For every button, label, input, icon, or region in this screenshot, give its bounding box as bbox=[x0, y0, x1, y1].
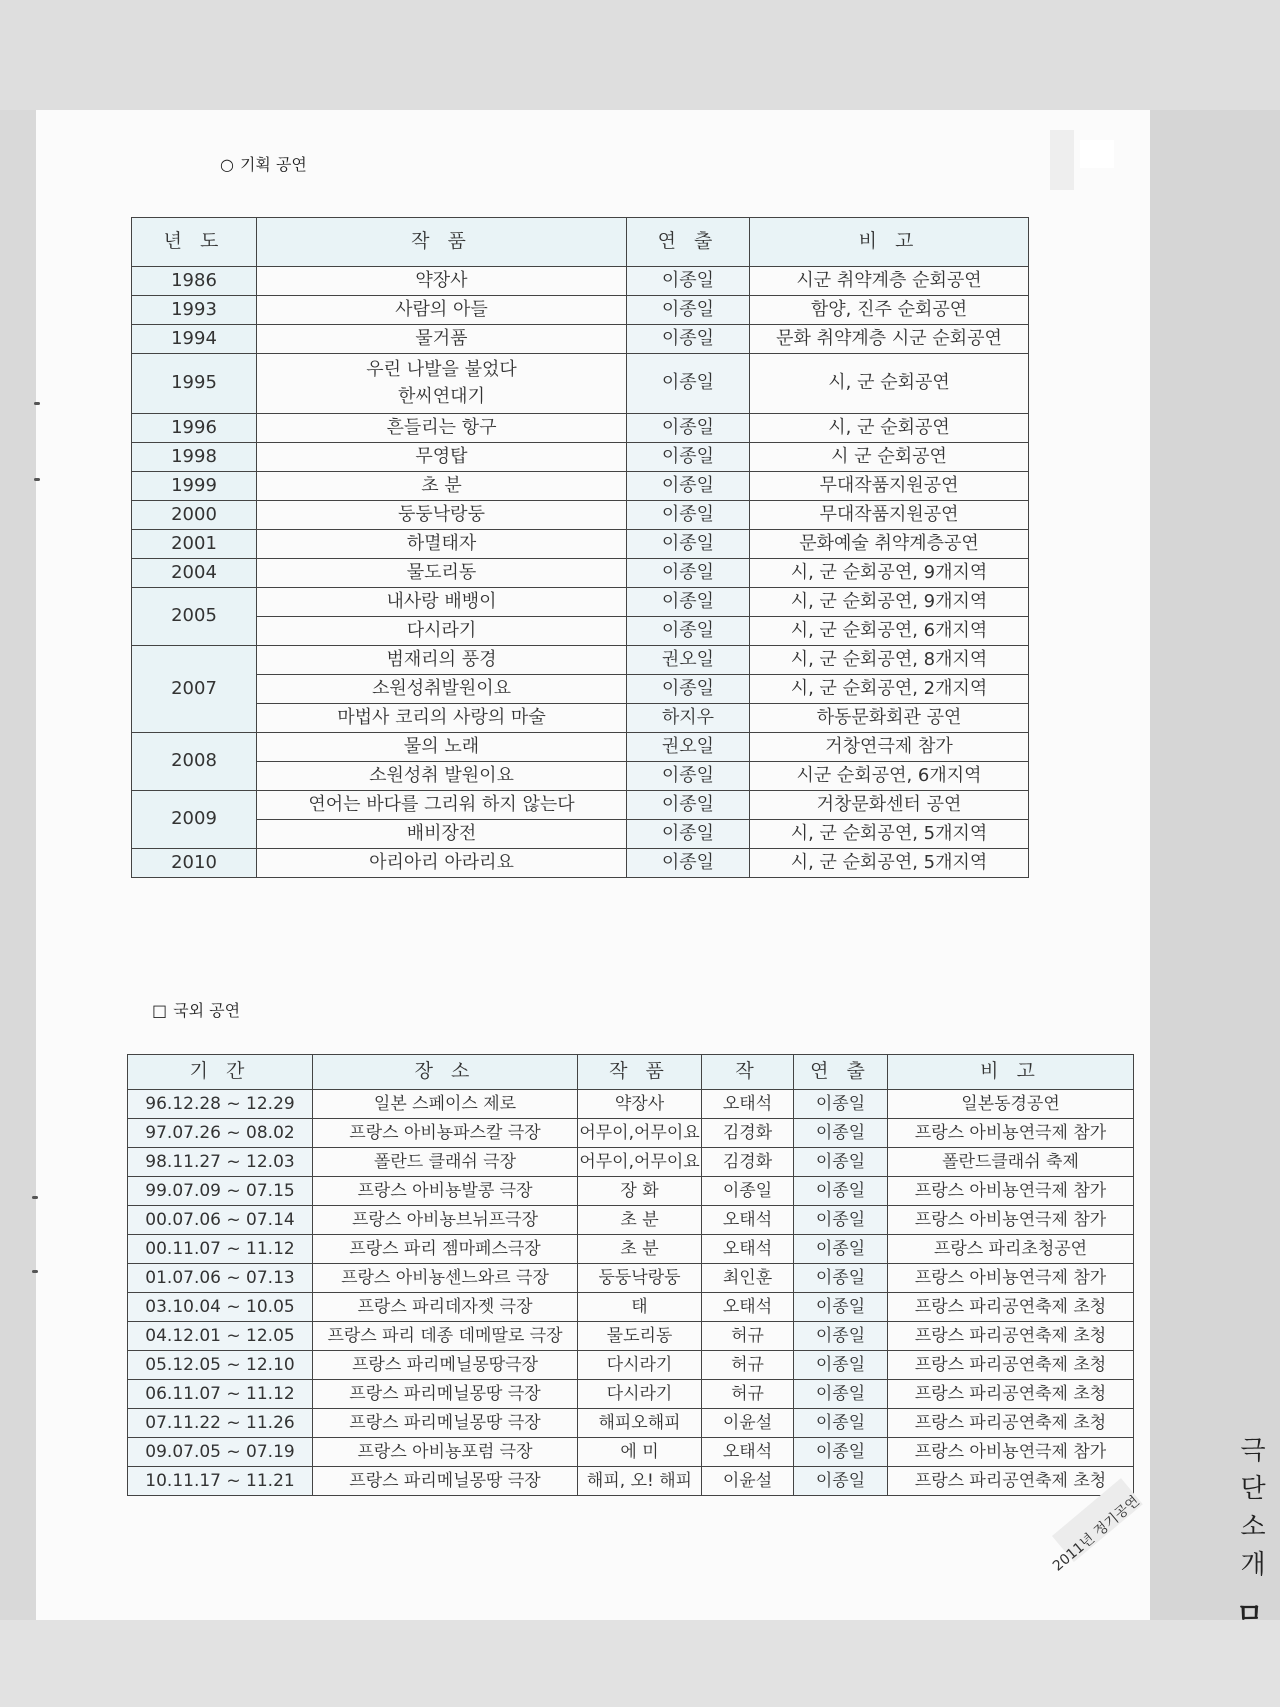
note-cell: 하동문화회관 공연 bbox=[750, 704, 1029, 733]
work-cell: 물거품 bbox=[257, 325, 627, 354]
work-cell: 약장사 bbox=[257, 267, 627, 296]
director-cell: 이종일 bbox=[627, 443, 750, 472]
table-row bbox=[132, 325, 1029, 354]
director-cell: 이종일 bbox=[627, 472, 750, 501]
director-cell: 이종일 bbox=[627, 820, 750, 849]
writer-cell: 허규 bbox=[702, 1351, 794, 1380]
director-cell: 이종일 bbox=[794, 1090, 888, 1119]
venue-cell: 프랑스 아비뇽센느와르 극장 bbox=[313, 1264, 578, 1293]
period-cell: 09.07.05 ~ 07.19 bbox=[128, 1438, 313, 1467]
note-cell: 거창연극제 참가 bbox=[750, 733, 1029, 762]
header-work: 작 품 bbox=[257, 218, 627, 267]
year-cell: 2010 bbox=[132, 849, 257, 878]
note-cell: 프랑스 파리공연축제 초청 bbox=[888, 1467, 1134, 1496]
table-row bbox=[132, 820, 1029, 849]
note-cell: 문화 취약계층 시군 순회공연 bbox=[750, 325, 1029, 354]
section-title-overseas bbox=[152, 998, 240, 1021]
venue-cell: 프랑스 파리 데종 데메딸로 극장 bbox=[313, 1322, 578, 1351]
director-cell: 이종일 bbox=[627, 501, 750, 530]
period-cell: 04.12.01 ~ 12.05 bbox=[128, 1322, 313, 1351]
note-cell: 시, 군 순회공연, 8개지역 bbox=[750, 646, 1029, 675]
header-director: 연 출 bbox=[794, 1055, 888, 1090]
table-header-row bbox=[128, 1055, 1134, 1090]
side-section-label bbox=[1238, 1432, 1268, 1584]
director-cell: 이종일 bbox=[794, 1322, 888, 1351]
venue-cell: 프랑스 파리 젬마페스극장 bbox=[313, 1235, 578, 1264]
table-row bbox=[128, 1467, 1134, 1496]
page-edge-tab bbox=[1080, 140, 1114, 168]
table-row bbox=[128, 1177, 1134, 1206]
note-cell: 시, 군 순회공연 bbox=[750, 414, 1029, 443]
note-cell: 프랑스 파리공연축제 초청 bbox=[888, 1409, 1134, 1438]
header-note: 비 고 bbox=[888, 1055, 1134, 1090]
director-cell: 이종일 bbox=[627, 588, 750, 617]
note-cell: 프랑스 파리공연축제 초청 bbox=[888, 1322, 1134, 1351]
table-row bbox=[132, 501, 1029, 530]
year-cell: 2004 bbox=[132, 559, 257, 588]
year-cell: 2000 bbox=[132, 501, 257, 530]
writer-cell: 허규 bbox=[702, 1322, 794, 1351]
period-cell: 00.07.06 ~ 07.14 bbox=[128, 1206, 313, 1235]
table-row bbox=[132, 443, 1029, 472]
work-cell: 무영탑 bbox=[257, 443, 627, 472]
venue-cell: 프랑스 파리메닐몽땅극장 bbox=[313, 1351, 578, 1380]
director-cell: 이종일 bbox=[794, 1148, 888, 1177]
work-cell: 어무이,어무이요 bbox=[578, 1119, 702, 1148]
note-cell: 시 군 순회공연 bbox=[750, 443, 1029, 472]
writer-cell: 오태석 bbox=[702, 1293, 794, 1322]
year-cell: 1999 bbox=[132, 472, 257, 501]
table-row bbox=[132, 588, 1029, 617]
header-writer: 작 bbox=[702, 1055, 794, 1090]
table-row bbox=[132, 791, 1029, 820]
work-cell: 내사랑 배뱅이 bbox=[257, 588, 627, 617]
note-cell: 거창문화센터 공연 bbox=[750, 791, 1029, 820]
work-cell: 아리아리 아라리요 bbox=[257, 849, 627, 878]
table-row bbox=[132, 646, 1029, 675]
table-row bbox=[128, 1351, 1134, 1380]
venue-cell: 프랑스 파리메닐몽땅 극장 bbox=[313, 1409, 578, 1438]
note-cell: 시, 군 순회공연, 9개지역 bbox=[750, 559, 1029, 588]
note-cell: 폴란드클래쉬 축제 bbox=[888, 1148, 1134, 1177]
header-period: 기 간 bbox=[128, 1055, 313, 1090]
director-cell: 이종일 bbox=[794, 1264, 888, 1293]
period-cell: 03.10.04 ~ 10.05 bbox=[128, 1293, 313, 1322]
director-cell: 이종일 bbox=[794, 1380, 888, 1409]
work-cell: 둥둥낙랑둥 bbox=[257, 501, 627, 530]
work-cell: 사람의 아들 bbox=[257, 296, 627, 325]
work-cell: 장 화 bbox=[578, 1177, 702, 1206]
director-cell: 이종일 bbox=[627, 325, 750, 354]
table-row bbox=[132, 762, 1029, 791]
table-row bbox=[128, 1409, 1134, 1438]
work-cell bbox=[257, 354, 627, 414]
scan-top-margin bbox=[0, 0, 1280, 110]
work-cell: 다시라기 bbox=[257, 617, 627, 646]
note-cell: 프랑스 아비뇽연극제 참가 bbox=[888, 1206, 1134, 1235]
table-row bbox=[128, 1322, 1134, 1351]
note-cell: 무대작품지원공연 bbox=[750, 501, 1029, 530]
table-row bbox=[132, 849, 1029, 878]
work-cell: 흔들리는 항구 bbox=[257, 414, 627, 443]
work-cell: 초 분 bbox=[578, 1235, 702, 1264]
table-row bbox=[132, 267, 1029, 296]
table-row bbox=[128, 1090, 1134, 1119]
work-cell: 다시라기 bbox=[578, 1351, 702, 1380]
binding-hole-mark bbox=[34, 402, 40, 405]
year-cell: 2007 bbox=[132, 646, 257, 733]
year-cell: 1998 bbox=[132, 443, 257, 472]
work-cell: 해피, 오! 해피 bbox=[578, 1467, 702, 1496]
period-cell: 10.11.17 ~ 11.21 bbox=[128, 1467, 313, 1496]
director-cell: 이종일 bbox=[627, 414, 750, 443]
director-cell: 이종일 bbox=[794, 1119, 888, 1148]
table-row bbox=[128, 1438, 1134, 1467]
director-cell: 권오일 bbox=[627, 733, 750, 762]
director-cell: 이종일 bbox=[627, 849, 750, 878]
year-cell: 1996 bbox=[132, 414, 257, 443]
year-cell: 2001 bbox=[132, 530, 257, 559]
table-row bbox=[132, 414, 1029, 443]
header-note: 비 고 bbox=[750, 218, 1029, 267]
writer-cell: 이종일 bbox=[702, 1177, 794, 1206]
note-cell: 시, 군 순회공연, 6개지역 bbox=[750, 617, 1029, 646]
writer-cell: 이윤설 bbox=[702, 1409, 794, 1438]
header-year: 년 도 bbox=[132, 218, 257, 267]
planned-performances-table bbox=[131, 217, 1029, 878]
work-cell: 해피오해피 bbox=[578, 1409, 702, 1438]
note-cell: 프랑스 파리공연축제 초청 bbox=[888, 1351, 1134, 1380]
note-cell: 함양, 진주 순회공연 bbox=[750, 296, 1029, 325]
director-cell: 이종일 bbox=[794, 1177, 888, 1206]
table-row bbox=[128, 1119, 1134, 1148]
director-cell: 권오일 bbox=[627, 646, 750, 675]
note-cell: 프랑스 아비뇽연극제 참가 bbox=[888, 1119, 1134, 1148]
venue-cell: 프랑스 아비뇽포럼 극장 bbox=[313, 1438, 578, 1467]
table-row bbox=[132, 675, 1029, 704]
venue-cell: 프랑스 아비뇽브뉘프극장 bbox=[313, 1206, 578, 1235]
director-cell: 이종일 bbox=[794, 1409, 888, 1438]
director-cell: 이종일 bbox=[627, 762, 750, 791]
work-cell: 하멸태자 bbox=[257, 530, 627, 559]
director-cell: 이종일 bbox=[794, 1206, 888, 1235]
director-cell: 이종일 bbox=[794, 1351, 888, 1380]
work-cell: 다시라기 bbox=[578, 1380, 702, 1409]
venue-cell: 프랑스 아비뇽파스칼 극장 bbox=[313, 1119, 578, 1148]
writer-cell: 허규 bbox=[702, 1380, 794, 1409]
scan-bottom-margin bbox=[0, 1620, 1280, 1707]
year-cell: 1995 bbox=[132, 354, 257, 414]
work-cell: 초 분 bbox=[578, 1206, 702, 1235]
header-work: 작 품 bbox=[578, 1055, 702, 1090]
note-cell: 프랑스 파리공연축제 초청 bbox=[888, 1380, 1134, 1409]
note-cell: 시, 군 순회공연, 2개지역 bbox=[750, 675, 1029, 704]
director-cell: 이종일 bbox=[794, 1467, 888, 1496]
work-cell: 둥둥낙랑둥 bbox=[578, 1264, 702, 1293]
section-title-text: 국외 공연 bbox=[173, 1001, 241, 1020]
director-cell: 이종일 bbox=[627, 617, 750, 646]
writer-cell: 최인훈 bbox=[702, 1264, 794, 1293]
note-cell: 시, 군 순회공연, 5개지역 bbox=[750, 849, 1029, 878]
writer-cell: 오태석 bbox=[702, 1235, 794, 1264]
period-cell: 06.11.07 ~ 11.12 bbox=[128, 1380, 313, 1409]
work-cell: 물도리동 bbox=[257, 559, 627, 588]
note-cell: 문화예술 취약계층공연 bbox=[750, 530, 1029, 559]
corner-label: 2011년 정기공연 bbox=[1049, 1493, 1143, 1575]
director-cell: 이종일 bbox=[627, 530, 750, 559]
director-cell: 이종일 bbox=[794, 1235, 888, 1264]
work-cell: 태 bbox=[578, 1293, 702, 1322]
work-cell: 에 미 bbox=[578, 1438, 702, 1467]
note-cell: 프랑스 아비뇽연극제 참가 bbox=[888, 1438, 1134, 1467]
director-cell: 이종일 bbox=[794, 1293, 888, 1322]
director-cell: 이종일 bbox=[627, 267, 750, 296]
table-header-row bbox=[132, 218, 1029, 267]
note-cell: 시, 군 순회공연, 5개지역 bbox=[750, 820, 1029, 849]
note-cell: 프랑스 아비뇽연극제 참가 bbox=[888, 1264, 1134, 1293]
binding-hole-mark bbox=[32, 1196, 38, 1199]
binding-hole-mark bbox=[32, 1270, 38, 1273]
table-row bbox=[128, 1264, 1134, 1293]
table-row bbox=[132, 733, 1029, 762]
venue-cell: 프랑스 파리메닐몽땅 극장 bbox=[313, 1380, 578, 1409]
work-cell: 범재리의 풍경 bbox=[257, 646, 627, 675]
work-cell: 연어는 바다를 그리워 하지 않는다 bbox=[257, 791, 627, 820]
venue-cell: 일본 스페이스 제로 bbox=[313, 1090, 578, 1119]
venue-cell: 프랑스 파리데자젯 극장 bbox=[313, 1293, 578, 1322]
writer-cell: 오태석 bbox=[702, 1438, 794, 1467]
header-venue: 장 소 bbox=[313, 1055, 578, 1090]
period-cell: 05.12.05 ~ 12.10 bbox=[128, 1351, 313, 1380]
note-cell: 시, 군 순회공연 bbox=[750, 354, 1029, 414]
period-cell: 96.12.28 ~ 12.29 bbox=[128, 1090, 313, 1119]
section-title-planned bbox=[220, 152, 307, 175]
year-cell: 1986 bbox=[132, 267, 257, 296]
writer-cell: 김경화 bbox=[702, 1148, 794, 1177]
director-cell: 이종일 bbox=[627, 296, 750, 325]
table-row bbox=[132, 296, 1029, 325]
year-cell: 1993 bbox=[132, 296, 257, 325]
table-row bbox=[132, 530, 1029, 559]
writer-cell: 오태석 bbox=[702, 1206, 794, 1235]
overseas-performances-table bbox=[127, 1054, 1134, 1496]
note-cell: 무대작품지원공연 bbox=[750, 472, 1029, 501]
work-line: 우린 나발을 불었다 bbox=[366, 359, 517, 381]
table-row bbox=[128, 1380, 1134, 1409]
side-char: 극 bbox=[1240, 1436, 1266, 1466]
table-row bbox=[132, 472, 1029, 501]
venue-cell: 폴란드 클래쉬 극장 bbox=[313, 1148, 578, 1177]
square-bullet-icon: □ bbox=[152, 1001, 168, 1020]
table-row bbox=[132, 354, 1029, 414]
work-cell: 물의 노래 bbox=[257, 733, 627, 762]
table-row bbox=[128, 1293, 1134, 1322]
note-cell: 시군 순회공연, 6개지역 bbox=[750, 762, 1029, 791]
note-cell: 프랑스 파리초청공연 bbox=[888, 1235, 1134, 1264]
venue-cell: 프랑스 파리메닐몽땅 극장 bbox=[313, 1467, 578, 1496]
director-cell: 이종일 bbox=[627, 559, 750, 588]
year-cell: 2005 bbox=[132, 588, 257, 646]
director-cell: 이종일 bbox=[627, 791, 750, 820]
table-row bbox=[128, 1148, 1134, 1177]
director-cell: 이종일 bbox=[794, 1438, 888, 1467]
note-cell: 프랑스 파리공연축제 초청 bbox=[888, 1293, 1134, 1322]
table-row bbox=[128, 1206, 1134, 1235]
year-cell: 2009 bbox=[132, 791, 257, 849]
note-cell: 프랑스 아비뇽연극제 참가 bbox=[888, 1177, 1134, 1206]
side-char: 소 bbox=[1240, 1512, 1266, 1542]
section-title-text: 기획 공연 bbox=[239, 155, 307, 174]
table-row bbox=[128, 1235, 1134, 1264]
writer-cell: 김경화 bbox=[702, 1119, 794, 1148]
work-cell: 배비장전 bbox=[257, 820, 627, 849]
note-cell: 시군 취약계층 순회공연 bbox=[750, 267, 1029, 296]
work-cell: 마법사 코리의 사랑의 마술 bbox=[257, 704, 627, 733]
table-row bbox=[132, 617, 1029, 646]
venue-cell: 프랑스 아비뇽발콩 극장 bbox=[313, 1177, 578, 1206]
note-cell: 일본동경공연 bbox=[888, 1090, 1134, 1119]
director-cell: 하지우 bbox=[627, 704, 750, 733]
table-row bbox=[132, 559, 1029, 588]
header-director: 연 출 bbox=[627, 218, 750, 267]
work-cell: 약장사 bbox=[578, 1090, 702, 1119]
binding-hole-mark bbox=[34, 478, 40, 481]
circle-bullet-icon: ○ bbox=[220, 155, 234, 174]
work-cell: 소원성취발원이요 bbox=[257, 675, 627, 704]
work-cell: 소원성취 발원이요 bbox=[257, 762, 627, 791]
director-cell: 이종일 bbox=[627, 675, 750, 704]
table-row bbox=[132, 704, 1029, 733]
work-cell: 초 분 bbox=[257, 472, 627, 501]
director-cell: 이종일 bbox=[627, 354, 750, 414]
side-char: 개 bbox=[1240, 1550, 1266, 1580]
writer-cell: 오태석 bbox=[702, 1090, 794, 1119]
period-cell: 01.07.06 ~ 07.13 bbox=[128, 1264, 313, 1293]
period-cell: 98.11.27 ~ 12.03 bbox=[128, 1148, 313, 1177]
period-cell: 97.07.26 ~ 08.02 bbox=[128, 1119, 313, 1148]
year-cell: 1994 bbox=[132, 325, 257, 354]
writer-cell: 이윤설 bbox=[702, 1467, 794, 1496]
period-cell: 00.11.07 ~ 11.12 bbox=[128, 1235, 313, 1264]
side-char: 단 bbox=[1240, 1474, 1266, 1504]
period-cell: 07.11.22 ~ 11.26 bbox=[128, 1409, 313, 1438]
work-line: 한씨연대기 bbox=[398, 385, 485, 407]
work-cell: 어무이,어무이요 bbox=[578, 1148, 702, 1177]
period-cell: 99.07.09 ~ 07.15 bbox=[128, 1177, 313, 1206]
note-cell: 시, 군 순회공연, 9개지역 bbox=[750, 588, 1029, 617]
year-cell: 2008 bbox=[132, 733, 257, 791]
page-edge-tab bbox=[1050, 130, 1074, 190]
scan-right-margin bbox=[1150, 110, 1280, 1620]
page-mark: ㅁ bbox=[1236, 1597, 1264, 1630]
work-cell: 물도리동 bbox=[578, 1322, 702, 1351]
